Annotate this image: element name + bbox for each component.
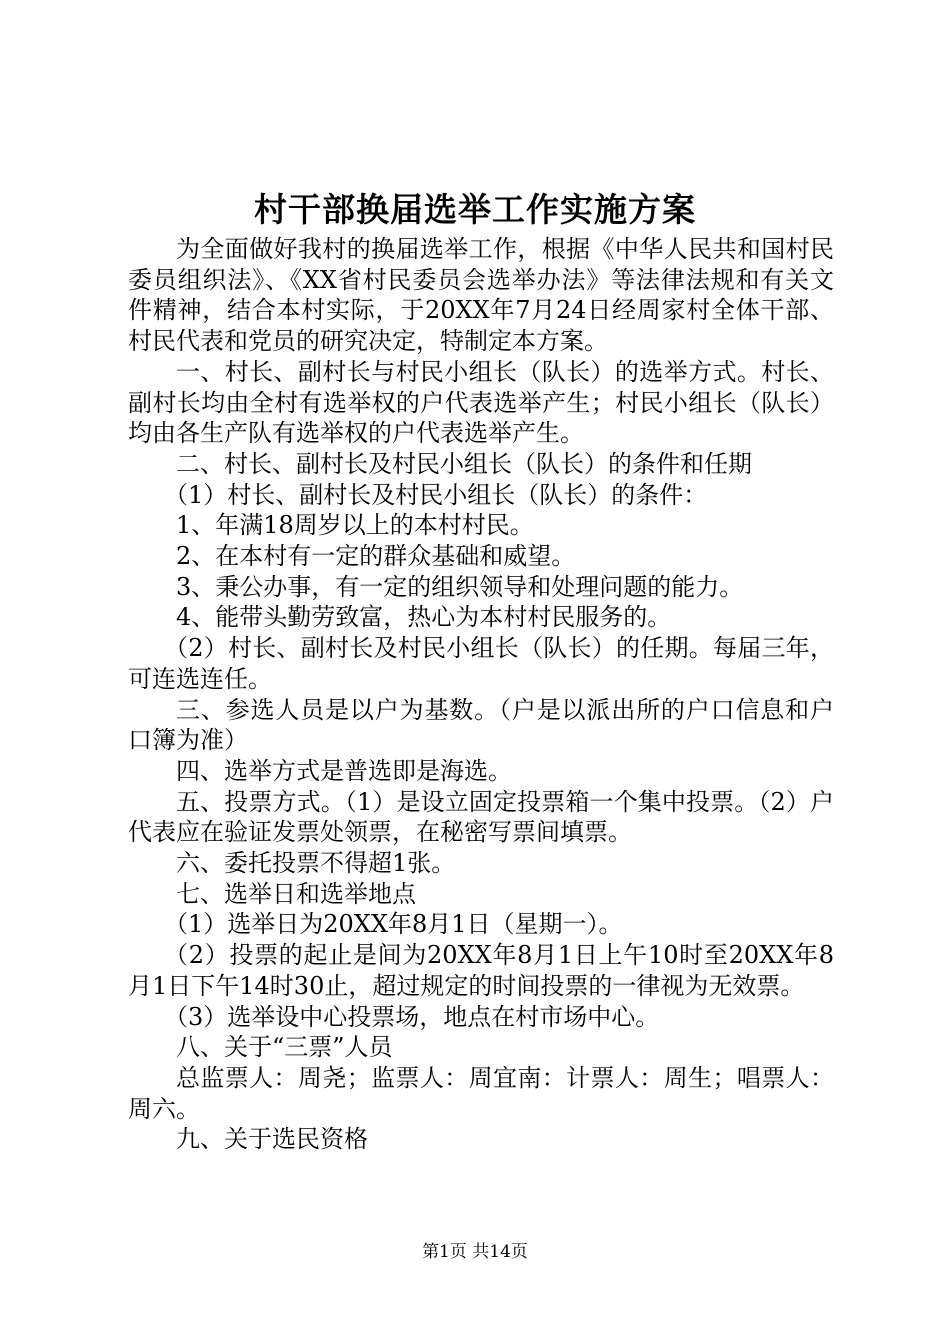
paragraph-election-day: （1）选举日为20XX年8月1日（星期一）。 (164, 910, 623, 939)
paragraph-section-6: 六、委托投票不得超1张。 (176, 849, 456, 878)
paragraph-ballot-staff: 总监票人：周尧；监票人：周宜南：计票人：周生；唱票人：周六。 (128, 1063, 834, 1123)
paragraph-condition-3: 3、秉公办事，有一定的组织领导和处理问题的能力。 (176, 572, 744, 601)
paragraph-section-9: 九、关于选民资格 (176, 1125, 368, 1154)
paragraph-section-3: 三、参选人员是以户为基数。（户是以派出所的户口信息和户口簿为准） (128, 695, 834, 755)
paragraph-section-4: 四、选举方式是普选即是海选。 (176, 756, 512, 785)
paragraph-conditions: （1）村长、副村长及村民小组长（队长）的条件： (164, 480, 708, 509)
paragraph-section-5: 五、投票方式。（1）是设立固定投票箱一个集中投票。（2）户代表应在验证发票处领票，在秘密写票间填票。 (128, 787, 834, 847)
paragraph-intro: 为全面做好我村的换届选举工作，根据《中华人民共和国村民委员组织法》、《XX省村民委员会选举办法》等法律法规和有关文件精神，结合本村实际，于20XX年7月24日经周家村全体干部、村民代表和党员的研究决定，特制定本方案。 (128, 235, 834, 356)
paragraph-section-8: 八、关于“三票”人员 (176, 1033, 393, 1062)
page-indicator: 第1页 共14页 (422, 1242, 528, 1262)
paragraph-voting-hours: （2）投票的起止是间为20XX年8月1日上午10时至20XX年8月1日下午14时30止，超过规定的时间投票的一律视为无效票。 (128, 941, 834, 1000)
paragraph-condition-4: 4、能带头勤劳致富，热心为本村村民服务的。 (176, 603, 672, 632)
paragraph-term: （2）村长、副村长及村民小组长（队长）的任期。每届三年，可连选连任。 (128, 634, 834, 693)
paragraph-section-1: 一、村长、副村长与村民小组长（队长）的选举方式。村长、副村长均由全村有选举权的户代表选举产生；村民小组长（队长）均由各生产队有选举权的户代表选举产生。 (128, 357, 834, 448)
document-title: 村干部换届选举工作实施方案 (254, 190, 696, 229)
paragraph-section-7: 七、选举日和选举地点 (176, 879, 416, 908)
document-body (128, 234, 834, 1155)
paragraph-condition-1: 1、年满18周岁以上的本村村民。 (176, 511, 534, 540)
paragraph-voting-location: （3）选举设中心投票场，地点在村市场中心。 (164, 1002, 660, 1031)
paragraph-section-2: 二、村长、副村长及村民小组长（队长）的条件和任期 (176, 449, 752, 478)
paragraph-condition-2: 2、在本村有一定的群众基础和威望。 (176, 542, 576, 571)
